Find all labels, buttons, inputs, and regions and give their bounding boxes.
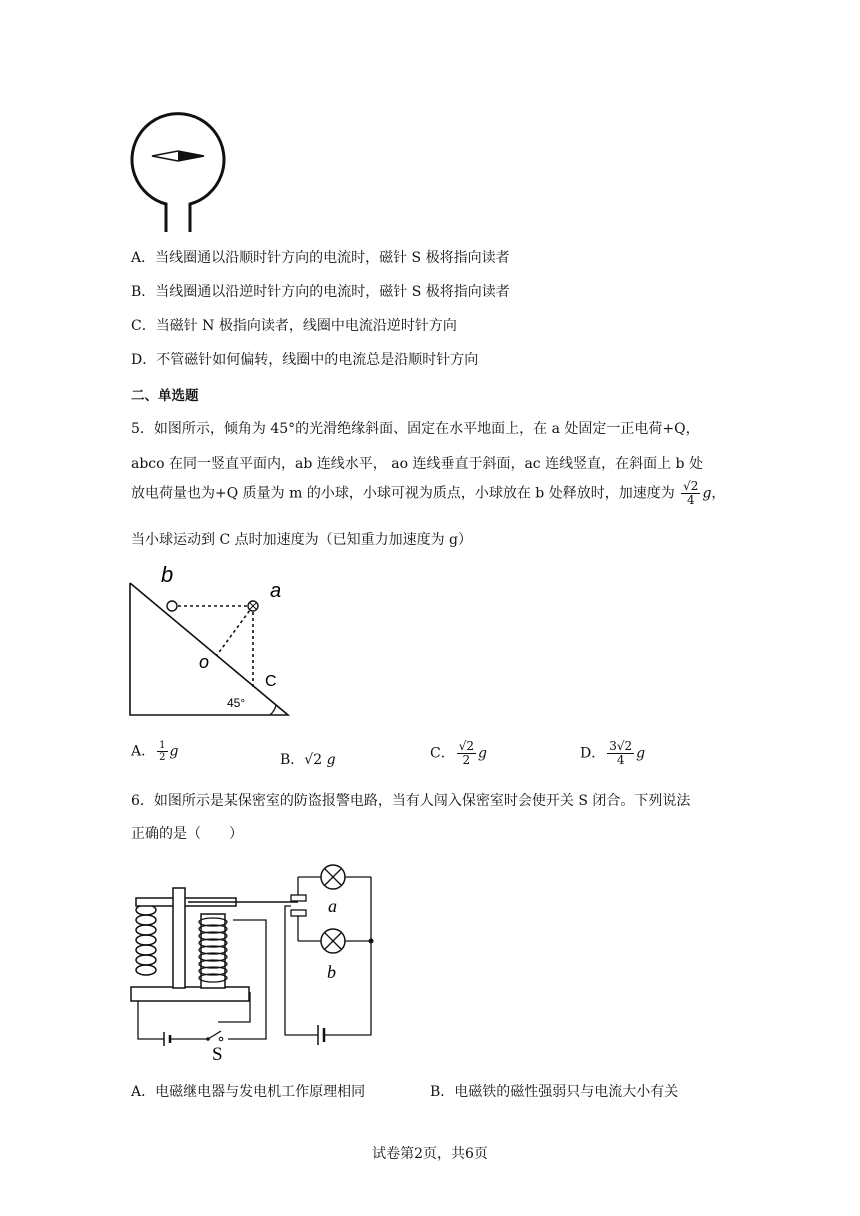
label-lamp-b: b (327, 962, 336, 982)
q4-option-a: A．当线圈通以沿顺时针方向的电流时，磁针 S 极将指向读者 (131, 250, 510, 266)
label-a: a (270, 580, 282, 602)
ball-b (167, 601, 177, 611)
section-heading: 二、单选题 (131, 388, 199, 404)
q5-line-3: 放电荷量也为+Q 质量为 m 的小球，小球可视为质点，小球放在 b 处释放时，加速度为 $\frac{√2}{4}$ g， (131, 479, 726, 508)
label-lamp-a: a (328, 896, 337, 916)
label-switch-s: S (212, 1044, 223, 1065)
q4-option-d: D．不管磁针如何偏转，线圈中的电流总是沿顺时针方向 (131, 352, 479, 368)
accel-fraction: $\frac{√2}{4}$ (683, 479, 699, 508)
page-footer: 试卷第2页，共6页 (372, 1146, 488, 1162)
q5-line-3-text: 放电荷量也为+Q 质量为 m 的小球，小球可视为质点，小球放在 b 处释放时，加速度为 (131, 485, 675, 502)
label-b: b (161, 562, 174, 587)
q6-line-2: 正确的是（ ） (131, 826, 243, 842)
q6-line-1: 6．如图所示是某保密室的防盗报警电路，当有人闯入保密室时会使开关 S 闭合。下列说法 (131, 793, 691, 809)
coil-needle-figure (128, 112, 228, 237)
incline-figure (125, 560, 305, 720)
q5-option-c: C． $\frac{√2}{2}$ g (430, 739, 487, 768)
q5-option-d: D． $\frac{3√2}{4}$ g (580, 739, 646, 768)
label-c: C (265, 673, 277, 690)
q4-option-b: B．当线圈通以沿逆时针方向的电流时，磁针 S 极将指向读者 (131, 284, 510, 300)
label-angle: 45° (227, 696, 246, 710)
q6-option-b: B．电磁铁的磁性强弱只与电流大小有关 (430, 1084, 679, 1100)
q6-option-a: A．电磁继电器与发电机工作原理相同 (131, 1084, 366, 1100)
relay-circuit-figure (128, 852, 388, 1065)
q5-line-2: abco 在同一竖直平面内，ab 连线水平， ao 连线垂直于斜面，ac 连线竖直，在斜面上 b 处 (131, 456, 703, 472)
label-o: o (199, 652, 210, 672)
q5-option-b: B．√2 g (280, 752, 336, 768)
q5-line-4: 当小球运动到 C 点时加速度为（已知重力加速度为 g） (131, 532, 473, 548)
q4-option-c: C．当磁针 N 极指向读者，线圈中电流沿逆时针方向 (131, 318, 457, 334)
q5-option-a: A． $\frac{1}{2}$ g (131, 740, 179, 763)
q5-line-1: 5．如图所示，倾角为 45°的光滑绝缘斜面、固定在水平地面上，在 a 处固定一正电荷+Q， (131, 421, 700, 437)
